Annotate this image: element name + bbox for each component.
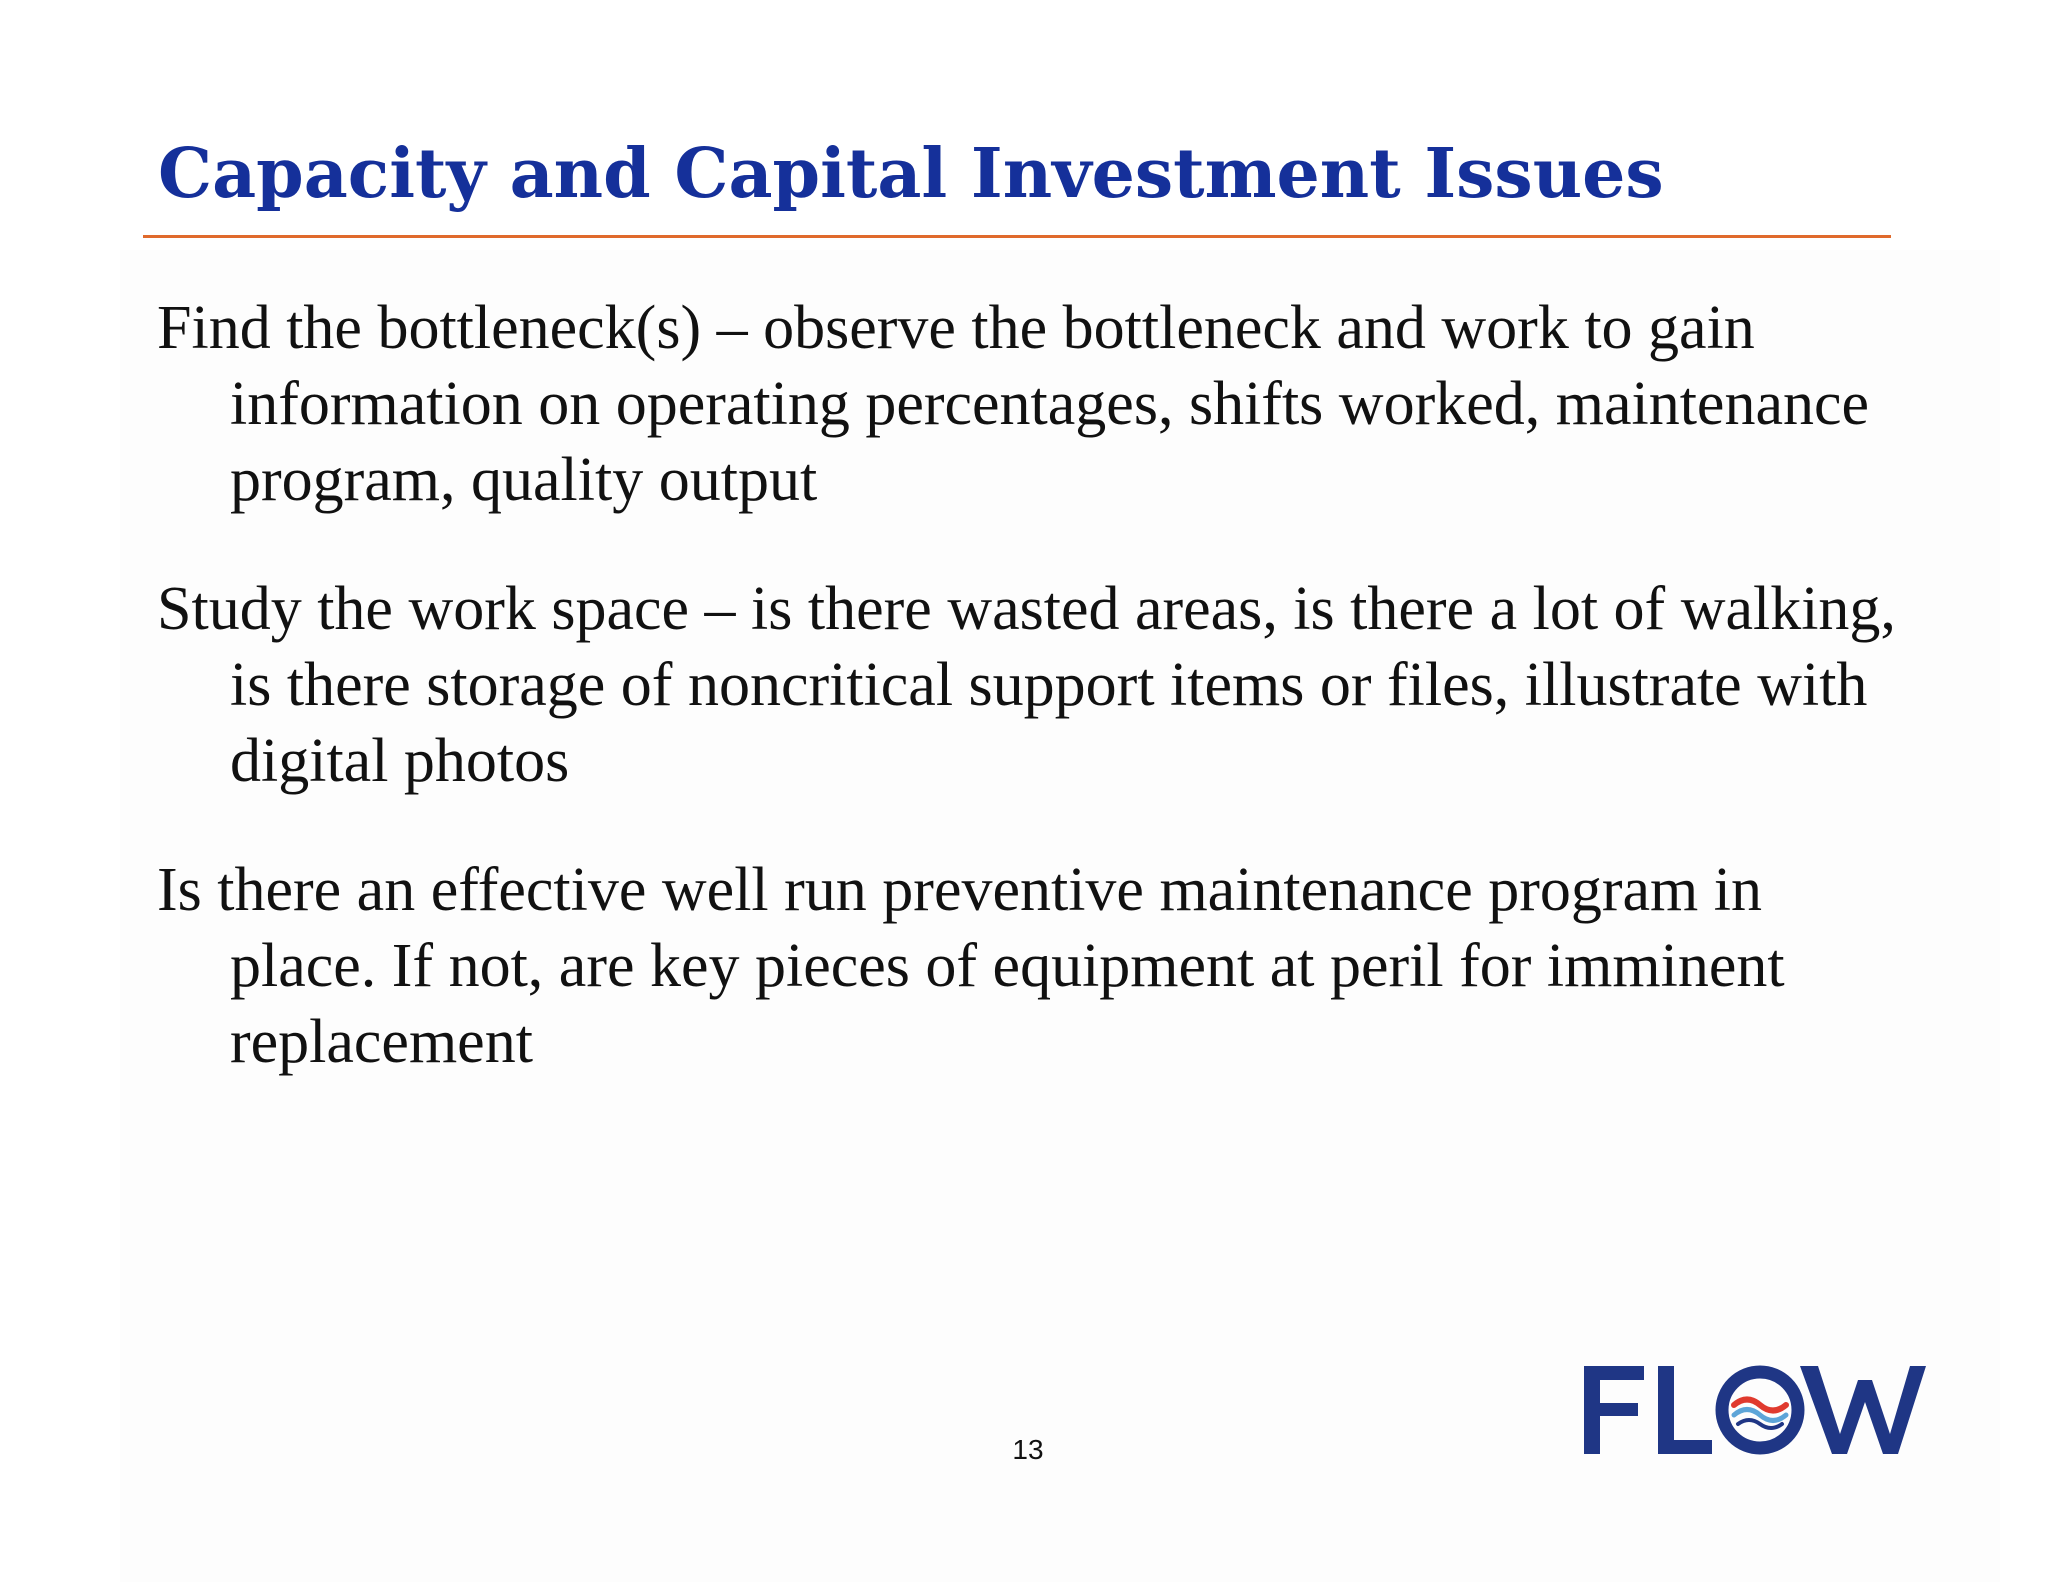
title-divider — [143, 235, 1891, 238]
bullet-list — [157, 290, 1917, 1133]
bullet-item: Find the bottleneck(s) – observe the bottleneck and work to gain information on operating percentages, shifts worked, maintenance program, quality output — [157, 294, 1870, 514]
page-number: 13 — [1012, 1434, 1044, 1465]
bullet-item: Is there an effective well run preventive maintenance program in place. If not, are key pieces of equipment at peril for imminent replacement — [157, 856, 1785, 1076]
bullet-item: Study the work space – is there wasted areas, is there a lot of walking, is there storage of noncritical support items or files, illustrate with digital photos — [157, 575, 1896, 795]
flow-logo-icon — [1578, 1360, 1928, 1460]
slide-title: Capacity and Capital Investment Issues — [158, 134, 1664, 214]
